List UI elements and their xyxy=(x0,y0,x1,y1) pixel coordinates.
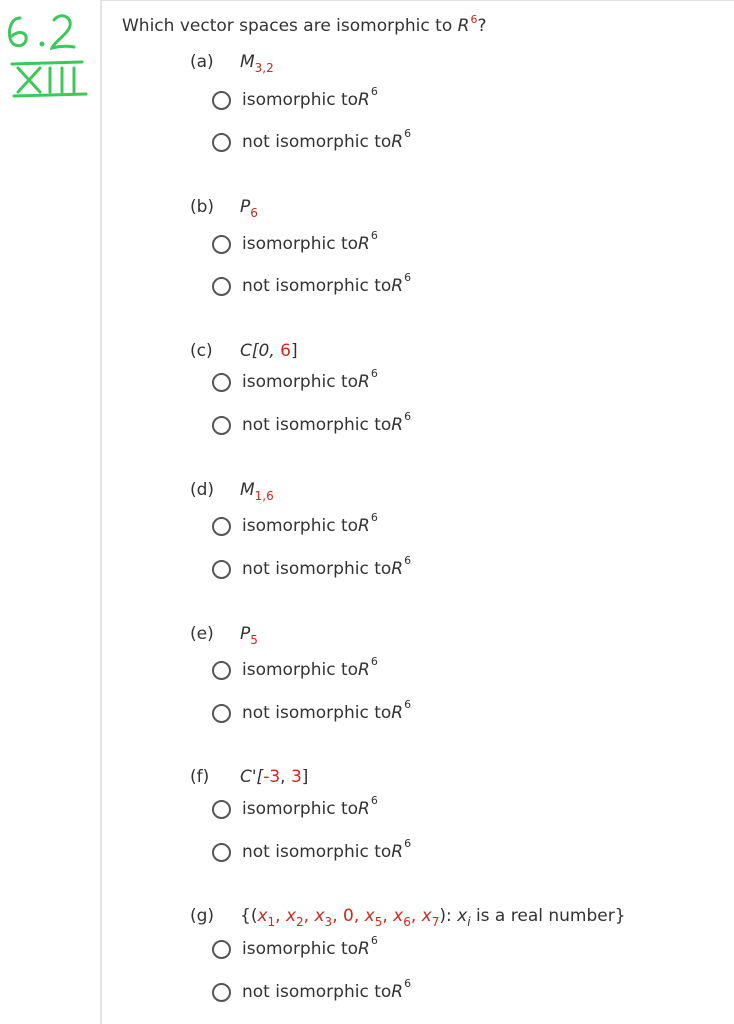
tuple-entry: $x_2$ xyxy=(285,906,304,929)
tuple-entry: $x_1$ xyxy=(257,906,276,929)
part-b-label: (b) $P_6$ xyxy=(190,197,258,220)
part-b-isomorphic-option[interactable]: isomorphic to R 6 xyxy=(212,232,378,256)
part-c-not-isomorphic-option[interactable]: not isomorphic to R 6 xyxy=(212,413,411,437)
radio-button[interactable] xyxy=(212,983,231,1002)
question-text: Which vector spaces are isomorphic to $R^6$? xyxy=(122,13,487,36)
tuple-entry: 0 xyxy=(343,906,354,926)
radio-button[interactable] xyxy=(212,416,231,435)
part-g-label: (g) {($x_1$, $x_2$, $x_3$, 0, $x_5$, $x_6$, $x_7$): $x_i$ is a real number} xyxy=(190,906,626,929)
part-e-not-isomorphic-option[interactable]: not isomorphic to R 6 xyxy=(212,701,411,725)
tuple-entry: $x_3$ xyxy=(314,906,333,929)
tuple-entry: $x_7$ xyxy=(421,906,440,929)
radio-button[interactable] xyxy=(212,661,231,680)
part-a-not-isomorphic-option[interactable]: not isomorphic to R 6 xyxy=(212,130,411,154)
part-c-isomorphic-option[interactable]: isomorphic to R 6 xyxy=(212,370,378,394)
top-divider xyxy=(102,0,734,1)
radio-button[interactable] xyxy=(212,560,231,579)
part-a-isomorphic-option[interactable]: isomorphic to R 6 xyxy=(212,88,378,112)
tuple-entry: $x_5$ xyxy=(364,906,383,929)
part-b-not-isomorphic-option[interactable]: not isomorphic to R 6 xyxy=(212,274,411,298)
part-a-label: (a) $M_{3,2}$ xyxy=(190,52,274,75)
radio-button[interactable] xyxy=(212,704,231,723)
part-g-isomorphic-option[interactable]: isomorphic to R 6 xyxy=(212,937,378,961)
part-f-not-isomorphic-option[interactable]: not isomorphic to R 6 xyxy=(212,840,411,864)
tuple-entries: $x_1$, $x_2$, $x_3$, 0, $x_5$, $x_6$, $x_7$ xyxy=(257,906,440,929)
part-f-isomorphic-option[interactable]: isomorphic to R 6 xyxy=(212,797,378,821)
left-gutter xyxy=(0,0,102,1024)
part-d-isomorphic-option[interactable]: isomorphic to R 6 xyxy=(212,514,378,538)
question-content xyxy=(122,14,734,40)
radio-button[interactable] xyxy=(212,843,231,862)
part-e-isomorphic-option[interactable]: isomorphic to R 6 xyxy=(212,658,378,682)
tuple-entry: $x_6$ xyxy=(393,906,411,929)
part-f-label: (f) C'[-3, 3] xyxy=(190,767,309,787)
part-g-not-isomorphic-option[interactable]: not isomorphic to R 6 xyxy=(212,980,411,1004)
part-d-not-isomorphic-option[interactable]: not isomorphic to R 6 xyxy=(212,557,411,581)
part-e-label: (e) $P_5$ xyxy=(190,624,258,647)
radio-button[interactable] xyxy=(212,940,231,959)
radio-button[interactable] xyxy=(212,235,231,254)
radio-button[interactable] xyxy=(212,133,231,152)
radio-button[interactable] xyxy=(212,800,231,819)
radio-button[interactable] xyxy=(212,277,231,296)
part-d-label: (d) $M_{1,6}$ xyxy=(190,480,274,503)
radio-button[interactable] xyxy=(212,517,231,536)
radio-button[interactable] xyxy=(212,373,231,392)
handwritten-annotation xyxy=(4,6,96,106)
radio-button[interactable] xyxy=(212,91,231,110)
part-c-label: (c) C[0, 6] xyxy=(190,341,298,361)
